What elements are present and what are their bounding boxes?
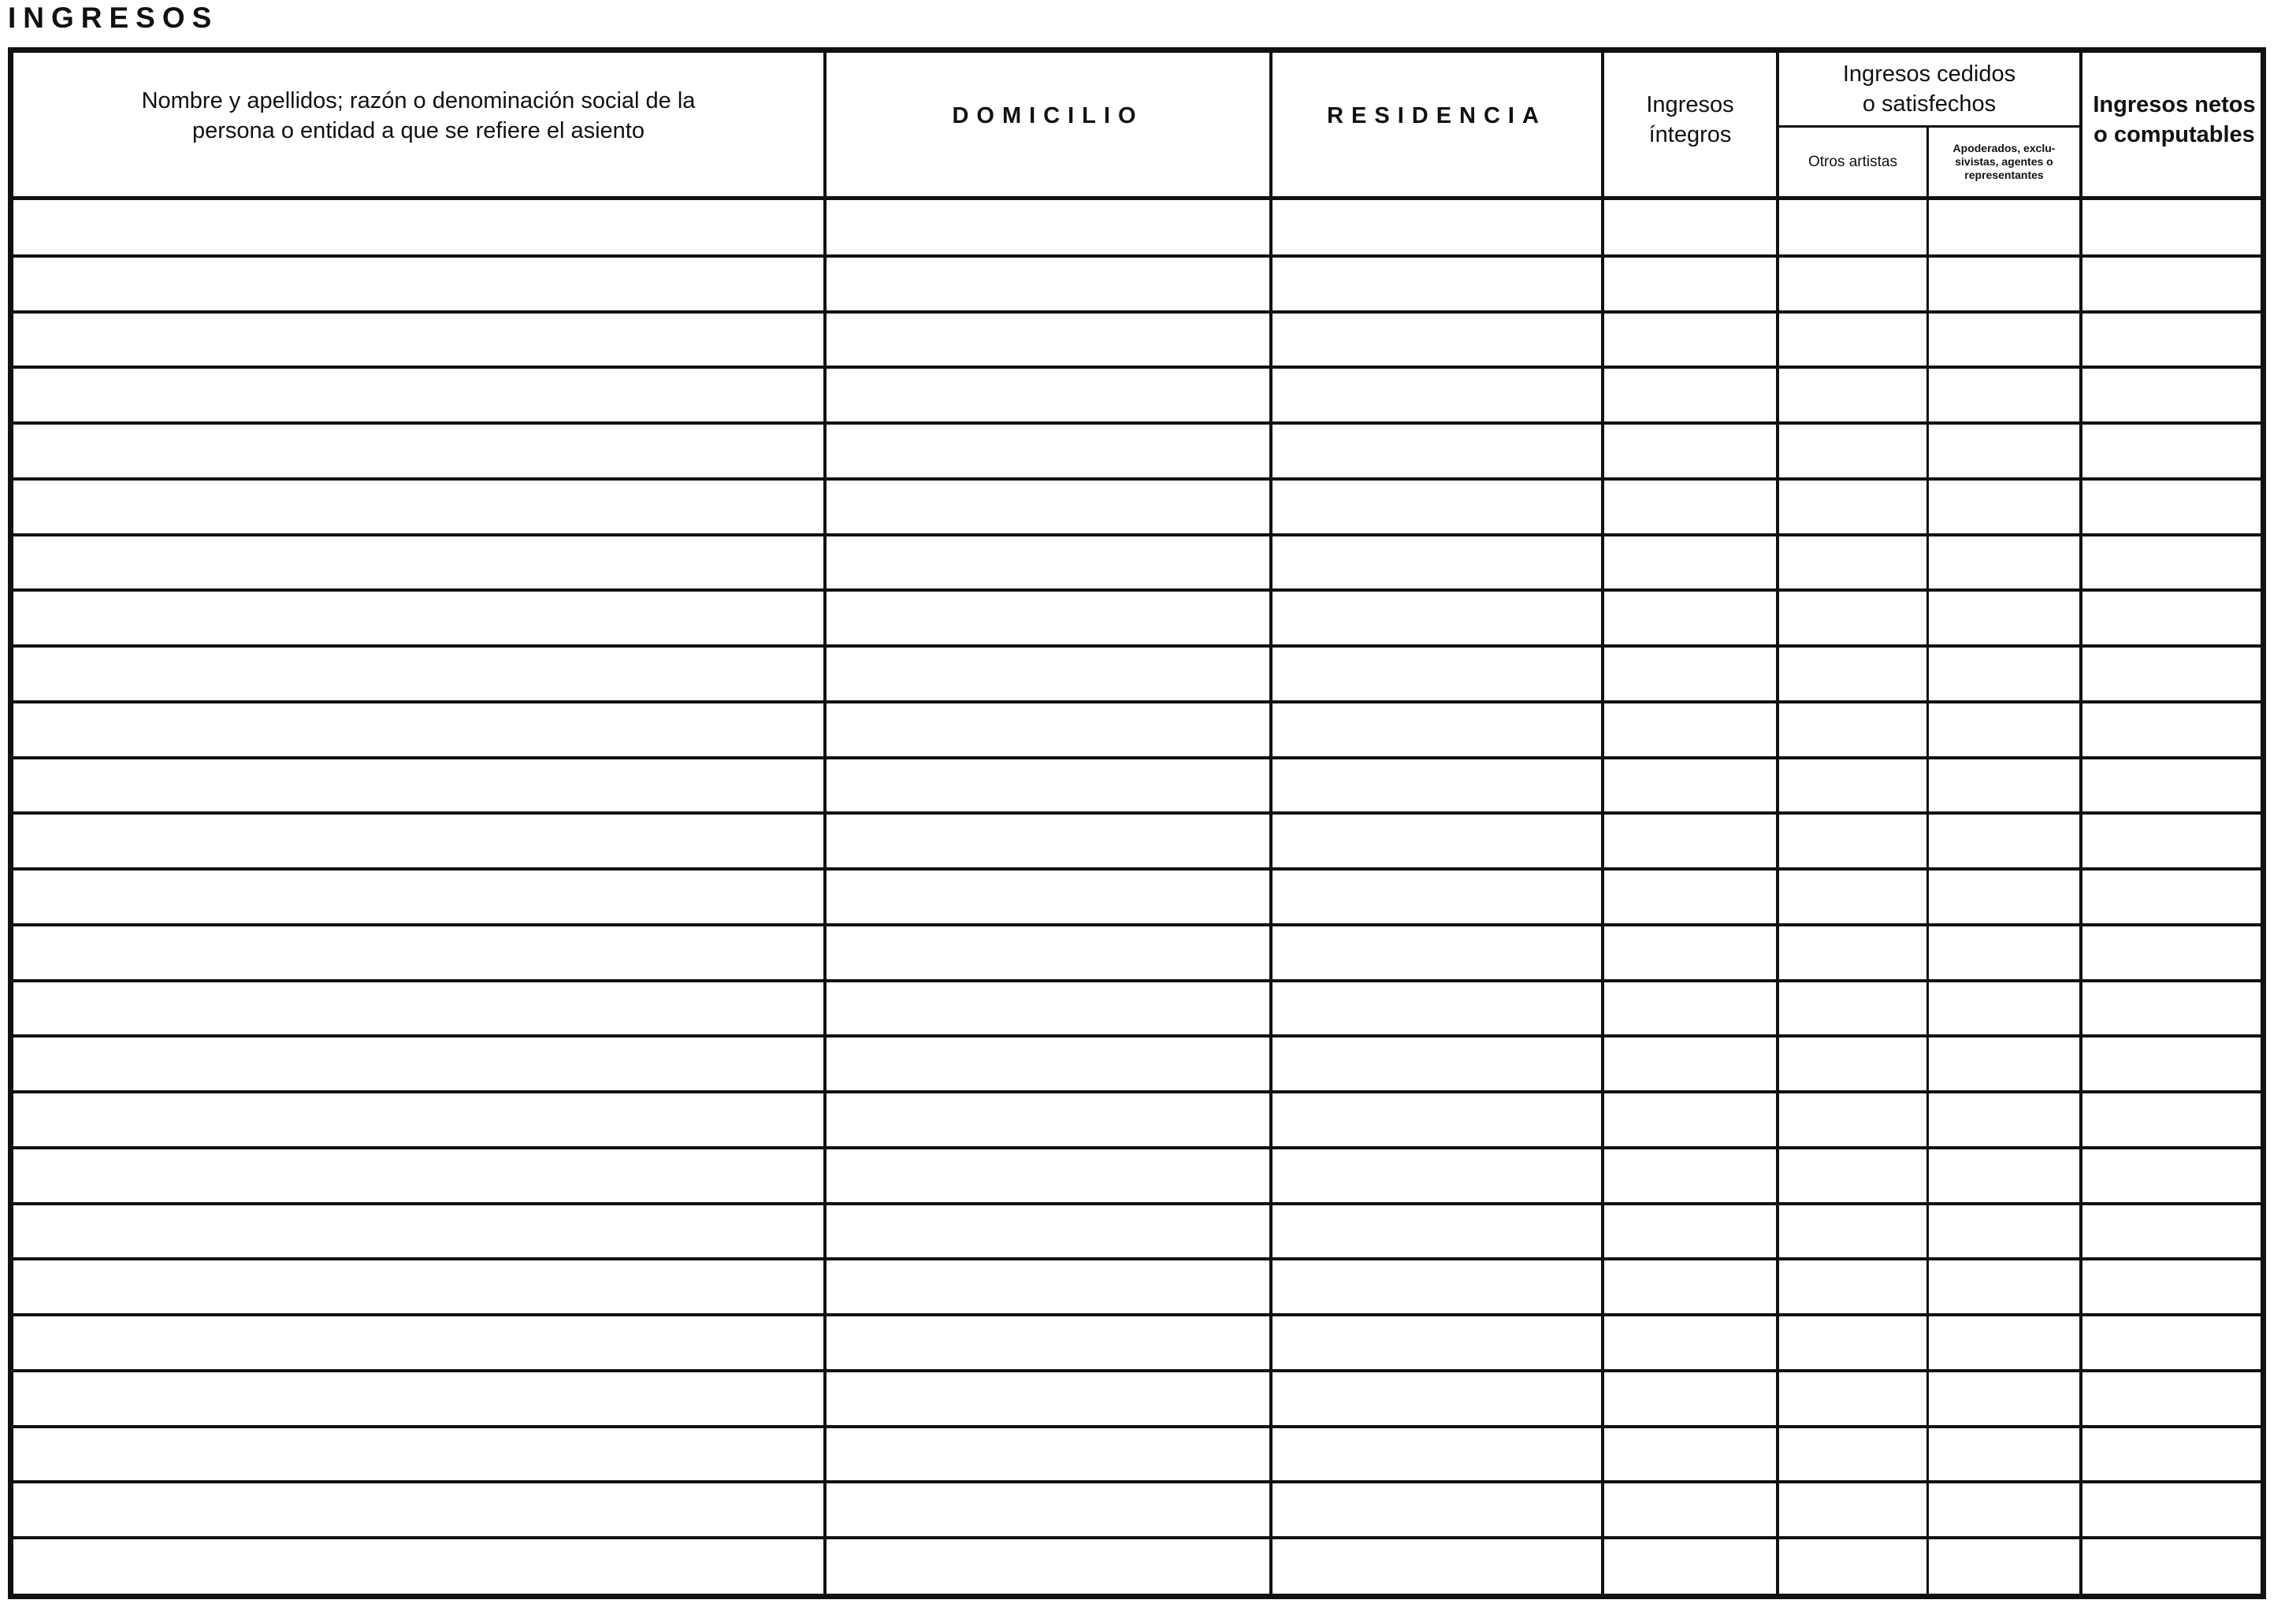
cell-apoderados bbox=[1929, 1315, 2079, 1368]
cell-apoderados bbox=[1929, 869, 2079, 922]
cell-nombre bbox=[13, 758, 823, 811]
cell-otros-artistas bbox=[1779, 1427, 1926, 1479]
cell-nombre bbox=[13, 1315, 823, 1368]
cell-ingresos-netos bbox=[2082, 479, 2266, 532]
header-otros-artistas bbox=[1779, 128, 1926, 196]
header-domicilio bbox=[827, 53, 1269, 195]
cell-ingresos-integros bbox=[1604, 1315, 1776, 1368]
cell-domicilio bbox=[827, 423, 1269, 476]
cell-residencia bbox=[1272, 1036, 1601, 1089]
cell-residencia bbox=[1272, 535, 1601, 588]
cell-ingresos-netos bbox=[2082, 1092, 2266, 1145]
cell-ingresos-netos bbox=[2082, 367, 2266, 420]
cell-otros-artistas bbox=[1779, 646, 1926, 699]
cell-ingresos-netos bbox=[2082, 981, 2266, 1034]
cell-domicilio bbox=[827, 535, 1269, 588]
cell-ingresos-netos bbox=[2082, 256, 2266, 309]
cell-domicilio bbox=[827, 200, 1269, 253]
cell-domicilio bbox=[827, 312, 1269, 365]
cell-ingresos-integros bbox=[1604, 423, 1776, 476]
cell-otros-artistas bbox=[1779, 1315, 1926, 1368]
cell-otros-artistas bbox=[1779, 1259, 1926, 1312]
cell-residencia bbox=[1272, 590, 1601, 643]
cell-otros-artistas bbox=[1779, 1148, 1926, 1201]
cell-residencia bbox=[1272, 312, 1601, 365]
cell-apoderados bbox=[1929, 1148, 2079, 1201]
cell-residencia bbox=[1272, 869, 1601, 922]
cell-apoderados bbox=[1929, 1371, 2079, 1424]
cell-ingresos-integros bbox=[1604, 981, 1776, 1034]
header-ingresos-cedidos bbox=[1779, 53, 2079, 125]
cell-apoderados bbox=[1929, 367, 2079, 420]
cell-apoderados bbox=[1929, 535, 2079, 588]
cell-otros-artistas bbox=[1779, 590, 1926, 643]
cell-residencia bbox=[1272, 702, 1601, 755]
cell-apoderados bbox=[1929, 1482, 2079, 1535]
cell-otros-artistas bbox=[1779, 312, 1926, 365]
cell-otros-artistas bbox=[1779, 367, 1926, 420]
cell-ingresos-integros bbox=[1604, 256, 1776, 309]
cell-residencia bbox=[1272, 758, 1601, 811]
cell-ingresos-netos bbox=[2082, 646, 2266, 699]
cell-nombre bbox=[13, 646, 823, 699]
cell-residencia bbox=[1272, 1204, 1601, 1257]
cell-ingresos-integros bbox=[1604, 312, 1776, 365]
cell-ingresos-netos bbox=[2082, 1036, 2266, 1089]
cell-ingresos-netos bbox=[2082, 925, 2266, 978]
cell-residencia bbox=[1272, 925, 1601, 978]
cell-nombre bbox=[13, 312, 823, 365]
cell-apoderados bbox=[1929, 1259, 2079, 1312]
cell-ingresos-netos bbox=[2082, 535, 2266, 588]
cell-otros-artistas bbox=[1779, 1538, 1926, 1591]
cell-ingresos-integros bbox=[1604, 702, 1776, 755]
cell-nombre bbox=[13, 1371, 823, 1424]
cell-ingresos-netos bbox=[2082, 758, 2266, 811]
cell-domicilio bbox=[827, 1036, 1269, 1089]
cell-ingresos-integros bbox=[1604, 479, 1776, 532]
cell-domicilio bbox=[827, 1148, 1269, 1201]
cell-nombre bbox=[13, 869, 823, 922]
cell-ingresos-netos bbox=[2082, 869, 2266, 922]
cell-ingresos-netos bbox=[2082, 1315, 2266, 1368]
header-nombre bbox=[13, 53, 823, 195]
cell-apoderados bbox=[1929, 1538, 2079, 1591]
cell-apoderados bbox=[1929, 1092, 2079, 1145]
cell-residencia bbox=[1272, 200, 1601, 253]
cell-ingresos-integros bbox=[1604, 1482, 1776, 1535]
cell-nombre bbox=[13, 925, 823, 978]
cell-otros-artistas bbox=[1779, 869, 1926, 922]
cell-residencia bbox=[1272, 1482, 1601, 1535]
cell-apoderados bbox=[1929, 646, 2079, 699]
cell-residencia bbox=[1272, 256, 1601, 309]
header-apoderados bbox=[1929, 128, 2079, 196]
cell-nombre bbox=[13, 200, 823, 253]
cell-domicilio bbox=[827, 1427, 1269, 1479]
cell-apoderados bbox=[1929, 702, 2079, 755]
cell-nombre bbox=[13, 813, 823, 866]
cell-residencia bbox=[1272, 813, 1601, 866]
cell-nombre bbox=[13, 1204, 823, 1257]
header-otros-artistas-label: Otros artistas bbox=[1808, 153, 1897, 170]
cell-ingresos-netos bbox=[2082, 1427, 2266, 1479]
cell-ingresos-integros bbox=[1604, 925, 1776, 978]
cell-apoderados bbox=[1929, 423, 2079, 476]
cell-ingresos-integros bbox=[1604, 1427, 1776, 1479]
cell-domicilio bbox=[827, 479, 1269, 532]
cell-residencia bbox=[1272, 1371, 1601, 1424]
cell-ingresos-integros bbox=[1604, 200, 1776, 253]
header-residencia bbox=[1272, 53, 1601, 195]
cell-ingresos-netos bbox=[2082, 590, 2266, 643]
cell-domicilio bbox=[827, 1092, 1269, 1145]
cell-apoderados bbox=[1929, 925, 2079, 978]
cell-nombre bbox=[13, 1148, 823, 1201]
cell-otros-artistas bbox=[1779, 813, 1926, 866]
cell-residencia bbox=[1272, 1259, 1601, 1312]
cell-nombre bbox=[13, 1092, 823, 1145]
header-ingresos-netos-label: Ingresos netos o computables bbox=[2093, 92, 2256, 147]
cell-ingresos-integros bbox=[1604, 646, 1776, 699]
cell-nombre bbox=[13, 1427, 823, 1479]
cell-otros-artistas bbox=[1779, 1482, 1926, 1535]
cell-nombre bbox=[13, 590, 823, 643]
cell-ingresos-integros bbox=[1604, 1371, 1776, 1424]
cell-ingresos-integros bbox=[1604, 1538, 1776, 1591]
cell-ingresos-netos bbox=[2082, 200, 2266, 253]
cell-residencia bbox=[1272, 1148, 1601, 1201]
cell-residencia bbox=[1272, 479, 1601, 532]
cell-domicilio bbox=[827, 1482, 1269, 1535]
cell-apoderados bbox=[1929, 758, 2079, 811]
cell-domicilio bbox=[827, 1204, 1269, 1257]
cell-otros-artistas bbox=[1779, 1036, 1926, 1089]
cell-apoderados bbox=[1929, 200, 2079, 253]
cell-domicilio bbox=[827, 646, 1269, 699]
cell-otros-artistas bbox=[1779, 479, 1926, 532]
cell-ingresos-integros bbox=[1604, 1148, 1776, 1201]
cell-otros-artistas bbox=[1779, 256, 1926, 309]
cell-domicilio bbox=[827, 590, 1269, 643]
cell-residencia bbox=[1272, 646, 1601, 699]
cell-ingresos-netos bbox=[2082, 1482, 2266, 1535]
cell-apoderados bbox=[1929, 590, 2079, 643]
header-ingresos-integros-label: Ingresos íntegros bbox=[1646, 92, 1734, 147]
cell-otros-artistas bbox=[1779, 758, 1926, 811]
cell-residencia bbox=[1272, 1427, 1601, 1479]
cell-residencia bbox=[1272, 367, 1601, 420]
cell-nombre bbox=[13, 256, 823, 309]
cell-nombre bbox=[13, 367, 823, 420]
cell-otros-artistas bbox=[1779, 200, 1926, 253]
cell-nombre bbox=[13, 535, 823, 588]
cell-ingresos-netos bbox=[2082, 813, 2266, 866]
cell-ingresos-integros bbox=[1604, 1036, 1776, 1089]
cell-otros-artistas bbox=[1779, 1371, 1926, 1424]
ingresos-ledger-table bbox=[8, 47, 2266, 1599]
cell-otros-artistas bbox=[1779, 981, 1926, 1034]
cell-apoderados bbox=[1929, 479, 2079, 532]
cell-apoderados bbox=[1929, 981, 2079, 1034]
cell-domicilio bbox=[827, 1315, 1269, 1368]
cell-ingresos-integros bbox=[1604, 869, 1776, 922]
header-ingresos-netos bbox=[2082, 53, 2266, 195]
cell-domicilio bbox=[827, 758, 1269, 811]
header-apoderados-label: Apoderados, exclu- sivistas, agentes o representantes bbox=[1952, 142, 2056, 181]
cell-ingresos-integros bbox=[1604, 590, 1776, 643]
cell-apoderados bbox=[1929, 1204, 2079, 1257]
cell-domicilio bbox=[827, 1259, 1269, 1312]
cell-apoderados bbox=[1929, 1427, 2079, 1479]
cell-domicilio bbox=[827, 256, 1269, 309]
header-ingresos-integros bbox=[1604, 53, 1776, 195]
cell-ingresos-netos bbox=[2082, 702, 2266, 755]
cell-apoderados bbox=[1929, 813, 2079, 866]
cell-otros-artistas bbox=[1779, 702, 1926, 755]
cell-residencia bbox=[1272, 1538, 1601, 1591]
cell-domicilio bbox=[827, 367, 1269, 420]
cell-ingresos-integros bbox=[1604, 367, 1776, 420]
cell-residencia bbox=[1272, 1092, 1601, 1145]
cell-residencia bbox=[1272, 1315, 1601, 1368]
cell-otros-artistas bbox=[1779, 1204, 1926, 1257]
header-residencia-label: RESIDENCIA bbox=[1327, 103, 1547, 128]
cell-nombre bbox=[13, 479, 823, 532]
cell-domicilio bbox=[827, 869, 1269, 922]
cell-nombre bbox=[13, 981, 823, 1034]
cell-domicilio bbox=[827, 1371, 1269, 1424]
cell-nombre bbox=[13, 1538, 823, 1591]
cell-ingresos-netos bbox=[2082, 423, 2266, 476]
cell-apoderados bbox=[1929, 312, 2079, 365]
cell-residencia bbox=[1272, 423, 1601, 476]
header-domicilio-label: DOMICILIO bbox=[952, 103, 1144, 128]
cell-nombre bbox=[13, 423, 823, 476]
cell-ingresos-netos bbox=[2082, 1148, 2266, 1201]
cell-nombre bbox=[13, 1482, 823, 1535]
header-ingresos-cedidos-label: Ingresos cedidos o satisfechos bbox=[1842, 61, 2016, 117]
cell-ingresos-netos bbox=[2082, 1259, 2266, 1312]
cell-ingresos-integros bbox=[1604, 758, 1776, 811]
cell-apoderados bbox=[1929, 256, 2079, 309]
cell-domicilio bbox=[827, 925, 1269, 978]
cell-ingresos-netos bbox=[2082, 312, 2266, 365]
cell-nombre bbox=[13, 1259, 823, 1312]
cell-ingresos-integros bbox=[1604, 1204, 1776, 1257]
page-title: INGRESOS bbox=[8, 2, 219, 34]
cell-ingresos-netos bbox=[2082, 1371, 2266, 1424]
cell-otros-artistas bbox=[1779, 423, 1926, 476]
cell-ingresos-integros bbox=[1604, 535, 1776, 588]
header-nombre-label: Nombre y apellidos; razón o denominación social de la persona o entidad a que se refiere el asiento bbox=[141, 88, 696, 143]
cell-otros-artistas bbox=[1779, 925, 1926, 978]
cell-ingresos-integros bbox=[1604, 813, 1776, 866]
cell-nombre bbox=[13, 702, 823, 755]
cell-domicilio bbox=[827, 1538, 1269, 1591]
cell-ingresos-netos bbox=[2082, 1204, 2266, 1257]
cell-nombre bbox=[13, 1036, 823, 1089]
cell-ingresos-integros bbox=[1604, 1259, 1776, 1312]
cell-ingresos-netos bbox=[2082, 1538, 2266, 1591]
cell-domicilio bbox=[827, 981, 1269, 1034]
cell-ingresos-integros bbox=[1604, 1092, 1776, 1145]
cell-otros-artistas bbox=[1779, 1092, 1926, 1145]
cell-apoderados bbox=[1929, 1036, 2079, 1089]
cell-domicilio bbox=[827, 813, 1269, 866]
cell-domicilio bbox=[827, 702, 1269, 755]
cell-otros-artistas bbox=[1779, 535, 1926, 588]
cell-residencia bbox=[1272, 981, 1601, 1034]
